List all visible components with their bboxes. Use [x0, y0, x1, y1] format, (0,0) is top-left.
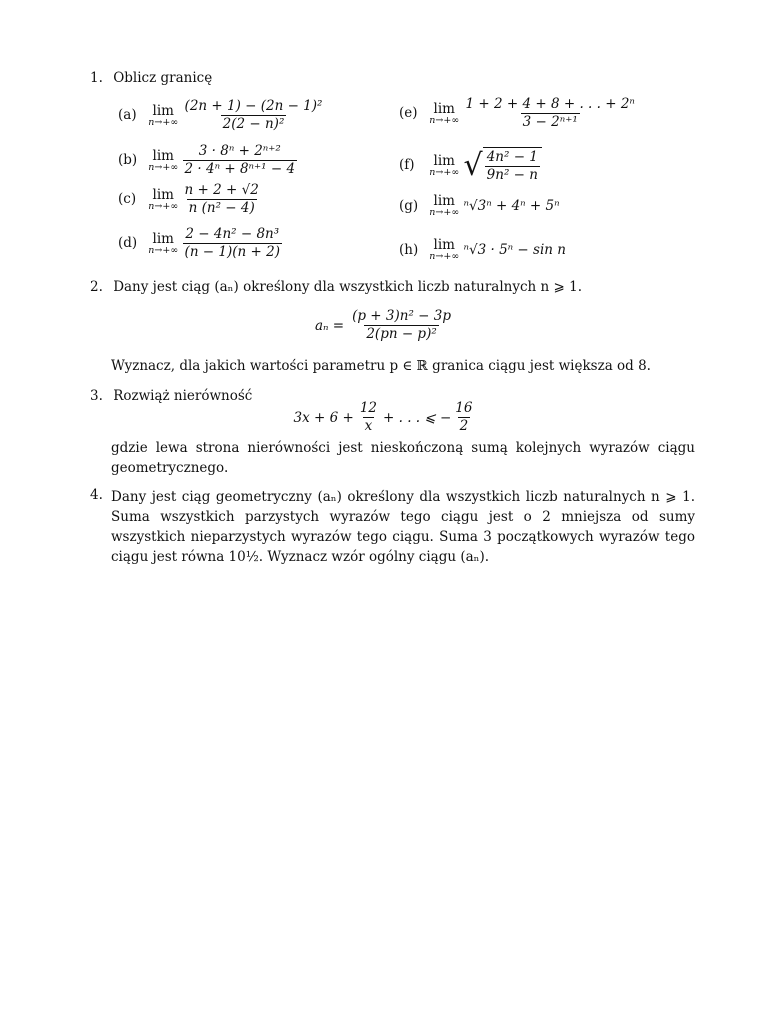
limit-e-denominator: 3 − 2ⁿ⁺¹	[522, 113, 578, 130]
problem-3-inequality	[0, 400, 768, 435]
limit-d-label: (d)	[118, 235, 138, 252]
lim-subscript: n→+∞	[148, 116, 179, 128]
limit-h-expression: ⁿ√3 · 5ⁿ − sin n	[463, 242, 566, 259]
limit-c-denominator: n (n² − 4)	[188, 199, 255, 216]
problem-3-text: Rozwiąż nierówność	[113, 388, 253, 404]
lim-word: lim	[152, 230, 174, 247]
lim-subscript: n→+∞	[148, 200, 179, 212]
limit-c-label: (c)	[118, 191, 137, 208]
formula-lhs: aₙ =	[314, 317, 345, 334]
problem-1-number: 1.	[90, 70, 103, 86]
lim-subscript: n→+∞	[148, 244, 179, 256]
limit-b-label: (b)	[118, 152, 138, 169]
formula-numerator: (p + 3)n² − 3p	[352, 308, 451, 324]
inequality-rhs-fraction	[453, 400, 474, 435]
lim-word: lim	[152, 147, 174, 164]
limit-f-numerator: 4n² − 1	[486, 149, 538, 165]
limit-g-label: (g)	[399, 197, 419, 214]
limit-b	[118, 143, 297, 178]
lim-subscript: n→+∞	[429, 166, 460, 178]
problem-2-number: 2.	[90, 279, 103, 295]
inequality-fraction	[358, 400, 379, 435]
limit-f-label: (f)	[399, 157, 415, 174]
limit-h	[399, 238, 566, 262]
limit-h-label: (h)	[399, 241, 419, 258]
problem-3-number: 3.	[90, 388, 103, 404]
limit-d-fraction	[183, 226, 282, 261]
limit-g	[399, 194, 560, 218]
limit-e-label: (e)	[399, 105, 418, 122]
lim-subscript: n→+∞	[429, 207, 460, 219]
limit-f	[399, 147, 542, 184]
limit-c-fraction	[183, 182, 261, 217]
formula-denominator: 2(pn − p)²	[366, 325, 437, 342]
problem-2-question: Wyznacz, dla jakich wartości parametru p ∈ ℝ granica ciągu jest większa od 8.	[111, 358, 651, 374]
limit-f-denominator: 9n² − n	[486, 166, 538, 183]
limit-c	[118, 182, 261, 217]
limit-e-fraction	[464, 96, 637, 131]
limit-d-numerator: 2 − 4n² − 8n³	[185, 226, 280, 242]
limit-a-label: (a)	[118, 107, 137, 124]
limit-d-denominator: (n − 1)(n + 2)	[184, 243, 280, 260]
limit-a-numerator: (2n + 1) − (2n − 1)²	[184, 98, 323, 114]
lim-subscript: n→+∞	[429, 251, 460, 263]
limit-b-fraction	[183, 143, 298, 178]
limit-a-fraction	[183, 98, 325, 133]
lim-word: lim	[152, 186, 174, 203]
limit-g-expression: ⁿ√3ⁿ + 4ⁿ + 5ⁿ	[463, 198, 560, 215]
inequality-rhs-denominator: 2	[459, 417, 469, 434]
lim-subscript: n→+∞	[148, 161, 179, 173]
limit-f-sqrt	[464, 147, 542, 184]
problem-2-text: Dany jest ciąg (aₙ) określony dla wszystkich liczb naturalnych n ⩾ 1.	[113, 279, 582, 295]
limit-d	[118, 226, 282, 261]
problem-3-description: gdzie lewa strona nierówności jest nieskończoną sumą kolejnych wyrazów ciągu geometrycznego.	[111, 440, 695, 476]
limit-a-denominator: 2(2 − n)²	[222, 115, 285, 132]
limit-b-denominator: 2 · 4ⁿ + 8ⁿ⁺¹ − 4	[184, 160, 296, 177]
problem-2-formula	[0, 308, 768, 343]
problem-1-text: Oblicz granicę	[113, 70, 213, 86]
formula-fraction	[350, 308, 453, 343]
limit-b-numerator: 3 · 8ⁿ + 2ⁿ⁺²	[198, 143, 281, 159]
lim-word: lim	[152, 102, 174, 119]
limit-e-numerator: 1 + 2 + 4 + 8 + . . . + 2ⁿ	[465, 96, 635, 112]
inequality-fraction-denominator: x	[364, 417, 373, 434]
lim-word: lim	[433, 100, 455, 117]
problem-4-number: 4.	[90, 487, 103, 503]
limit-a	[118, 98, 324, 133]
lim-word: lim	[433, 152, 455, 169]
limit-f-fraction	[485, 149, 540, 184]
limit-e	[399, 96, 637, 131]
lim-subscript: n→+∞	[429, 114, 460, 126]
inequality-fraction-numerator: 12	[359, 400, 378, 416]
inequality-rhs-numerator: 16	[455, 400, 473, 416]
lim-word: lim	[433, 237, 455, 253]
lim-word: lim	[433, 193, 455, 209]
problem-4-text: Dany jest ciąg geometryczny (aₙ) określony dla wszystkich liczb naturalnych n ⩾ 1. Suma wszystkich parzystych wyrazów tego ciągu jest o 2 mniejsza od sumy wszystkich nieparzystych wyrazów tego ciągu. Suma 3 początkowych wyrazów tego ciągu jest równa 10½. Wyznacz wzór ogólny ciągu (aₙ).	[111, 489, 695, 565]
problem-2	[90, 279, 582, 295]
problem-1	[90, 70, 212, 86]
limit-c-numerator: n + 2 + √2	[184, 182, 259, 198]
inequality-middle: + . . . ⩽ −	[383, 409, 452, 426]
inequality-left: 3x + 6 +	[293, 409, 354, 426]
radical-sign-icon: √	[463, 147, 483, 183]
